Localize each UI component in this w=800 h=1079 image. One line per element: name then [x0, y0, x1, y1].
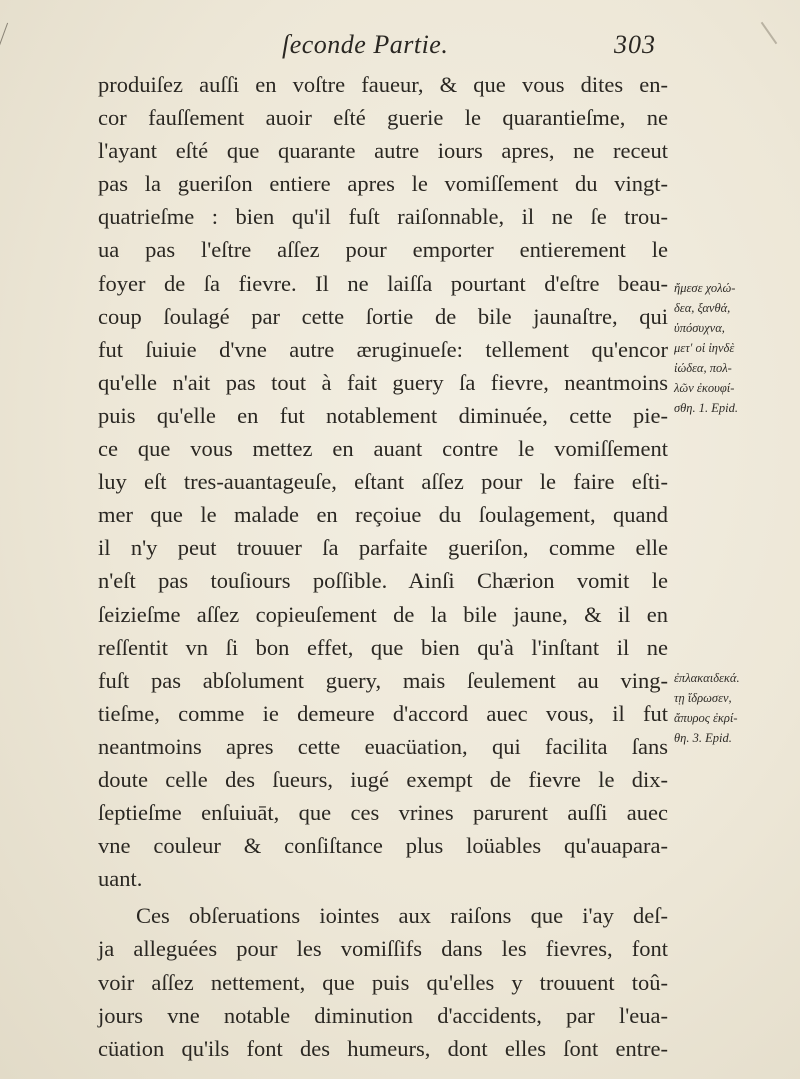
text-line: mer que le malade en reçoiue du ſoulagement, quand — [98, 502, 668, 528]
paper-crease — [761, 22, 778, 44]
page-number: 303 — [614, 30, 656, 59]
text-line: puis qu'elle en fut notablement diminuée, cette pie- — [98, 402, 668, 428]
text-line: Ces obſeruations iointes aux raiſons que i'ay deſ- — [136, 903, 668, 929]
text-line: ce que vous mettez en auant contre le vomiſſement — [98, 436, 668, 462]
margin-note-line: ἐπλακαιδεκά. — [674, 671, 740, 685]
text-line: voir aſſez nettement, que puis qu'elles y trouuent toû- — [98, 969, 668, 995]
text-line: ſeizieſme aſſez copieuſement de la bile jaune, & il en — [98, 601, 668, 627]
body-text — [98, 68, 668, 1065]
text-line: reſſentit vn ſi bon effet, que bien qu'à l'inſtant il ne — [98, 634, 668, 660]
margin-note-line: μετ' οἱ ἰηνδὲ — [674, 341, 735, 355]
text-line: uant. — [98, 866, 143, 892]
margin-note-line: τῃ ἵδρωσεν, — [674, 691, 732, 705]
text-line: n'eſt pas touſiours poſſible. Ainſi Chærion vomit le — [98, 568, 668, 594]
margin-note-line: θη. 3. Epid. — [674, 731, 732, 745]
page-edge-mark — [0, 23, 8, 52]
text-line: jours vne notable diminution d'accidents, par l'eua- — [98, 1002, 668, 1028]
text-line: ja alleguées pour les vomiſſifs dans les fievres, font — [98, 936, 668, 962]
text-line: ua pas l'eſtre aſſez pour emporter entierement le — [98, 237, 668, 263]
margin-note-line: λῶν ἐκουφί- — [674, 381, 735, 395]
text-line: luy eſt tres-auantageuſe, eſtant aſſez pour le faire eſti- — [98, 469, 668, 495]
text-line: il n'y peut trouuer ſa parfaite gueriſon, comme elle — [98, 535, 668, 561]
text-line: foyer de ſa fievre. Il ne laiſſa pourtant d'eſtre beau- — [98, 270, 668, 296]
margin-note-line: δεα, ξανθά, — [674, 301, 731, 315]
text-line: produiſez auſſi en voſtre faueur, & que vous dites en- — [98, 72, 668, 97]
text-line: vne couleur & conſiſtance plus loüables qu'auapara- — [98, 833, 668, 859]
margin-note-line: ἰώδεα, πολ- — [674, 361, 732, 375]
text-line: pas la gueriſon entiere apres le vomiſſement du vingt- — [98, 171, 668, 197]
running-head: ſeconde Partie. — [282, 30, 449, 59]
text-line: l'ayant eſté que quarante autre iours apres, ne receut — [98, 138, 668, 164]
text-line: quatrieſme : bien qu'il fuſt raiſonnable, il ne ſe trou- — [98, 204, 668, 230]
text-line: fut ſuiuie d'vne autre æruginueſe: tellement qu'encor — [98, 336, 668, 362]
text-line: neantmoins apres cette euacüation, qui facilita ſans — [98, 733, 668, 759]
text-line: ſeptieſme enſuiuāt, que ces vrines parurent auſſi auec — [98, 800, 668, 826]
text-line: qu'elle n'ait pas tout à fait guery ſa fievre, neantmoins — [98, 369, 668, 395]
margin-note-line: ἤμεσε χολώ- — [674, 281, 736, 295]
text-line: fuſt pas abſolument guery, mais ſeulement au ving- — [98, 667, 668, 693]
text-line: doute celle des ſueurs, iugé exempt de fievre le dix- — [98, 766, 668, 792]
margin-note-epid-1 — [674, 278, 786, 418]
text-line: cüation qu'ils font des humeurs, dont elles ſont entre- — [98, 1035, 668, 1061]
margin-note-line: ἄπυρος ἐκρί- — [674, 711, 738, 725]
text-line: cor fauſſement auoir eſté guerie le quarantieſme, ne — [98, 105, 668, 131]
margin-note-line: ὑπόσυχνα, — [674, 321, 725, 335]
text-line: coup ſoulagé par cette ſortie de bile jaunaſtre, qui — [98, 303, 668, 329]
text-line: tieſme, comme ie demeure d'accord auec vous, il fut — [98, 700, 668, 726]
margin-note-line: σθη. 1. Epid. — [674, 401, 738, 415]
margin-note-epid-3 — [674, 668, 786, 748]
